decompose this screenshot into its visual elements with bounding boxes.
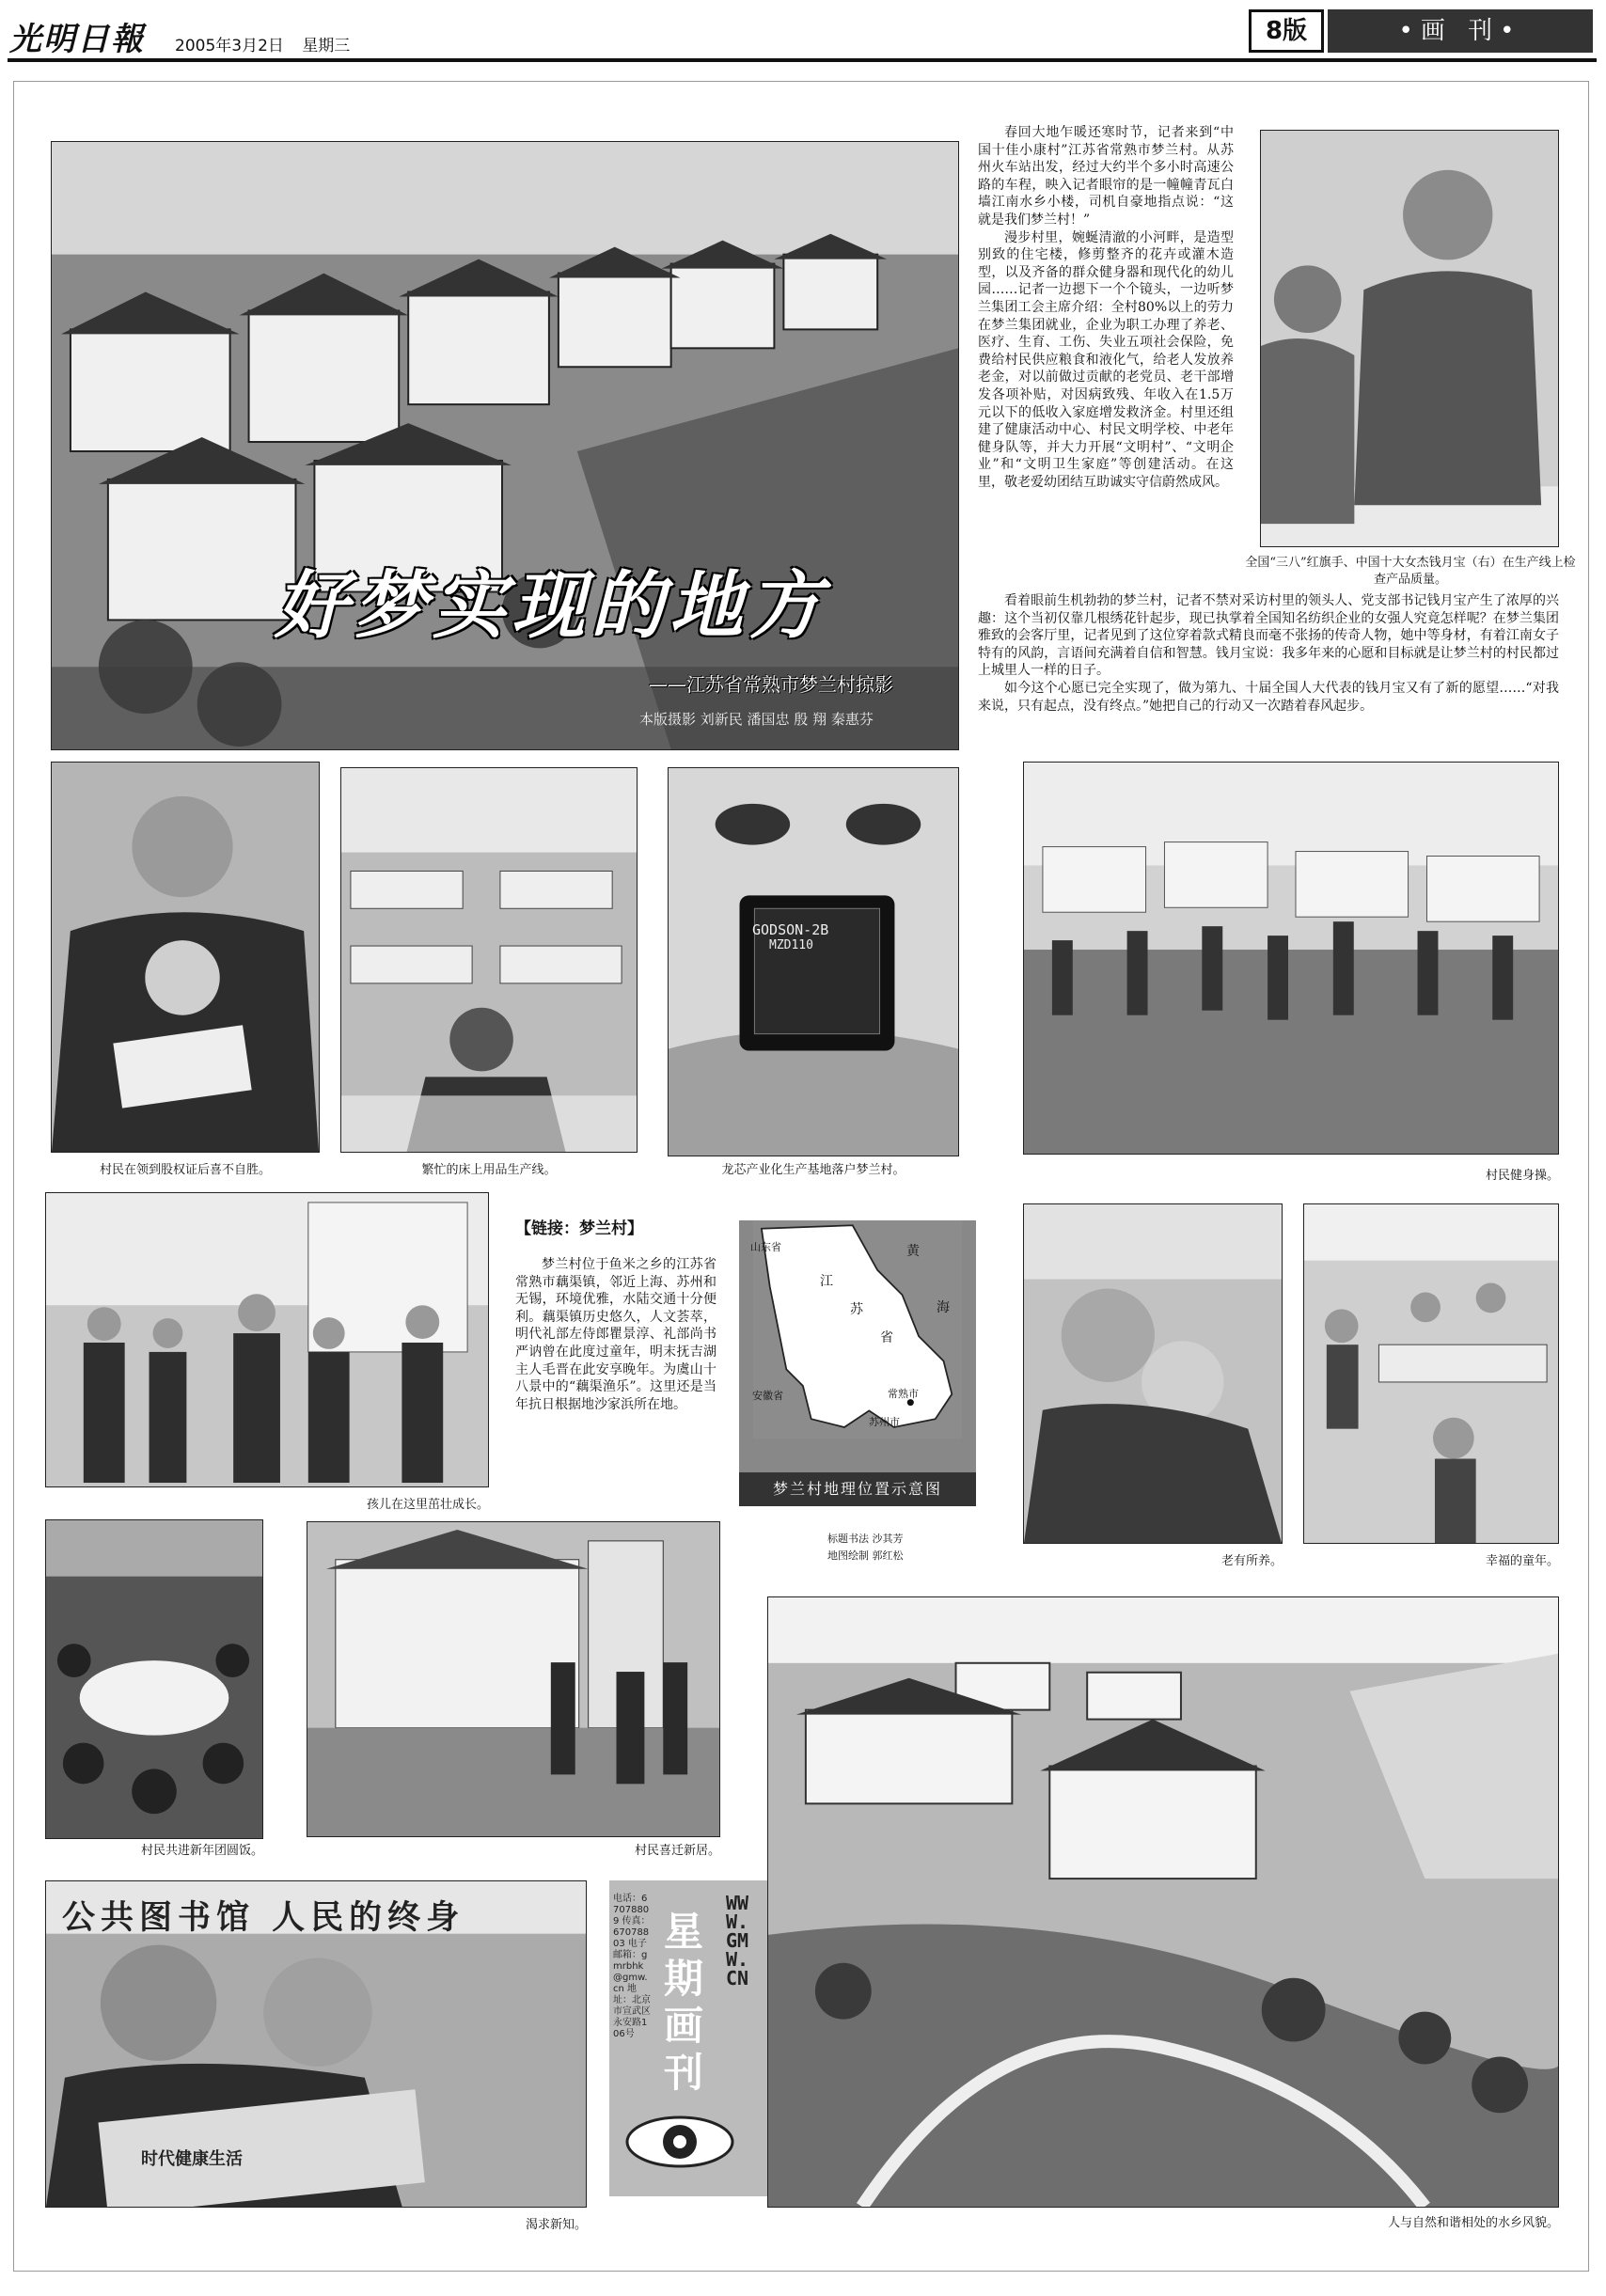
caption-chip: 龙芯产业化生产基地落户梦兰村。 [721, 1163, 905, 1177]
map-label-changshu: 常熟市 [888, 1388, 919, 1400]
caption-house: 村民喜迁新居。 [634, 1844, 720, 1858]
chip-model: GODSON-2B [752, 921, 829, 938]
eye-logo-icon [624, 2114, 735, 2170]
chip-code: MZD110 [769, 938, 813, 952]
ad-contact-info: 电话：67078809 传真：67078803 电子邮箱：gmrbhk@gmw.cn 地址：北京市宣武区永安路106号 [613, 1894, 651, 2039]
hero-village-photo [51, 141, 959, 750]
map-credit-drawing: 地图绘制 郭红松 [827, 1549, 904, 1562]
map-label-jiangsu-1: 江 [820, 1274, 833, 1289]
magazine-cover-title: 时代健康生活 [141, 2149, 243, 2169]
qian-yuebao-photo [1260, 130, 1559, 547]
article-paragraph: 漫步村里，婉蜒清澈的小河畔，是造型别致的住宅楼，修剪整齐的花卉或灌木造型，以及齐备的群众健身器和现代化的幼儿园……记者一边摁下一个个镜头，一边听梦兰集团工会主席介绍：全村80%以上的劳力在梦兰集团就业，企业为职工办理了养老、医疗、生育、工伤、失业五项社会保险，免费给村民供应粮食和液化气，给老人发放养老金，对以前做过贡献的老党员、老干部增发各项补贴，对因病致残、年收入在1.5万元以下的低收入家庭增发救济金。村里还组建了健康活动中心、村民文明学校、中老年健身队等，并大力开展“文明村”、“文明企业”和“文明卫生家庭”等创建活动。在这里，敬老爱幼团结互助诚实守信蔚然成风。 [978, 229, 1234, 490]
article-paragraph: 如今这个心愿已完全实现了，做为第九、十届全国人大代表的钱月宝又有了新的愿望……“对我来说，只有起点，没有终点。”她把自己的行动又一次踏着春风起步。 [978, 680, 1559, 714]
library-sign: 公共图书馆 人民的终身 [62, 1899, 465, 1937]
photo-credit: 本版摄影 刘新民 潘国忠 殷 翔 秦惠芬 [639, 711, 874, 728]
map-label-jiangsu-2: 苏 [850, 1302, 863, 1317]
map-credit-calligraphy: 标题书法 沙其芳 [827, 1533, 904, 1545]
header-rule [8, 58, 1597, 62]
location-map [739, 1220, 976, 1502]
chip-label [752, 921, 828, 952]
ad-title: 星期画刊 [663, 1909, 703, 2096]
caption-qian: 全国“三八”红旗手、中国十大女杰钱月宝（右）在生产线上检查产品质量。 [1245, 556, 1576, 587]
landscape-photo [767, 1596, 1559, 2208]
chip-photo [668, 767, 959, 1156]
map-label-jiangsu-3: 省 [880, 1330, 893, 1345]
link-text: 梦兰村位于鱼米之乡的江苏省常熟市藕渠镇，邻近上海、苏州和无锡，环境优雅，水陆交通十分便利。藕渠镇历史悠久，人文荟萃，明代礼部左侍郎瞿景淳、礼部尚书严讷曾在此度过童年，明末抚吉湖主人毛晋在此安享晚年。为虞山十八景中的“藕渠渔乐”。这里还是当年抗日根据地沙家浜所在地。 [515, 1257, 716, 1412]
masthead-logo: 光明日報 [9, 21, 145, 58]
map-label-shandong: 山东省 [750, 1241, 781, 1253]
section-label: •画 刊• [1328, 9, 1593, 53]
article-paragraph: 春回大地乍暖还寒时节，记者来到“中国十佳小康村”江苏省常熟市梦兰村。从苏州火车站出发，经过大约半个多小时高速公路的车程，映入记者眼帘的是一幢幢青瓦白墙江南水乡小楼，司机自豪地指点说：“这就是我们梦兰村！” [978, 125, 1234, 228]
elderly-photo [1023, 1203, 1283, 1544]
caption-elderly: 老有所养。 [1220, 1554, 1283, 1568]
hero-title: 好梦实现的地方 [275, 563, 828, 649]
caption-children: 孩儿在这里茁壮成长。 [366, 1498, 489, 1512]
dinner-photo [45, 1519, 263, 1839]
ad-url: WWW.GMW.CN [725, 1892, 749, 1989]
caption-landscape: 人与自然和谐相处的水乡风貌。 [1387, 2216, 1559, 2230]
caption-factory: 繁忙的床上用品生产线。 [421, 1163, 557, 1177]
caption-reading: 渴求新知。 [525, 2218, 587, 2232]
date-text: 2005年3月2日 [175, 37, 284, 55]
kindergarten-photo [1303, 1203, 1559, 1544]
article-paragraph: 看着眼前生机勃勃的梦兰村，记者不禁对采访村里的领头人、党支部书记钱月宝产生了浓厚的兴趣：这个当初仅靠几根绣花针起步，现已执掌着全国知名纺织企业的女强人究竟怎样呢？在梦兰集团雅致的会客厅里，记者见到了这位穿着款式精良而毫不张扬的传奇人物，她中等身材，有着江南女子特有的风韵，言语间充满着自信和智慧。钱月宝说：我多年来的心愿和目标就是让梦兰村的村民都过上城里人一样的日子。 [978, 593, 1559, 679]
article-column-1 [978, 124, 1234, 491]
map-label-suzhou: 苏州市 [869, 1416, 900, 1428]
hero-subtitle: ——江苏省常熟市梦兰村掠影 [649, 673, 893, 696]
exercise-photo [1023, 762, 1559, 1155]
link-title: 【链接：梦兰村】 [515, 1219, 643, 1238]
children-photo [45, 1192, 489, 1487]
link-text-block [515, 1256, 716, 1413]
article-column-wide [978, 592, 1559, 715]
caption-farmer: 村民在领到股权证后喜不自胜。 [99, 1163, 271, 1177]
caption-kindergarten: 幸福的童年。 [1485, 1554, 1559, 1568]
map-label-anhui: 安徽省 [752, 1390, 783, 1402]
map-caption: 梦兰村地理位置示意图 [739, 1472, 976, 1506]
caption-dinner: 村民共进新年团圆饭。 [140, 1844, 263, 1858]
weekday-text: 星期三 [302, 37, 351, 55]
caption-exercise: 村民健身操。 [1485, 1169, 1559, 1183]
new-house-photo [307, 1521, 720, 1837]
map-label-yellow-sea-1: 黄 [906, 1244, 920, 1259]
map-label-yellow-sea-2: 海 [937, 1300, 950, 1315]
page-number-box: 8版 [1249, 9, 1324, 53]
factory-photo [340, 767, 638, 1153]
issue-date [175, 32, 363, 55]
farmer-photo [51, 762, 320, 1153]
